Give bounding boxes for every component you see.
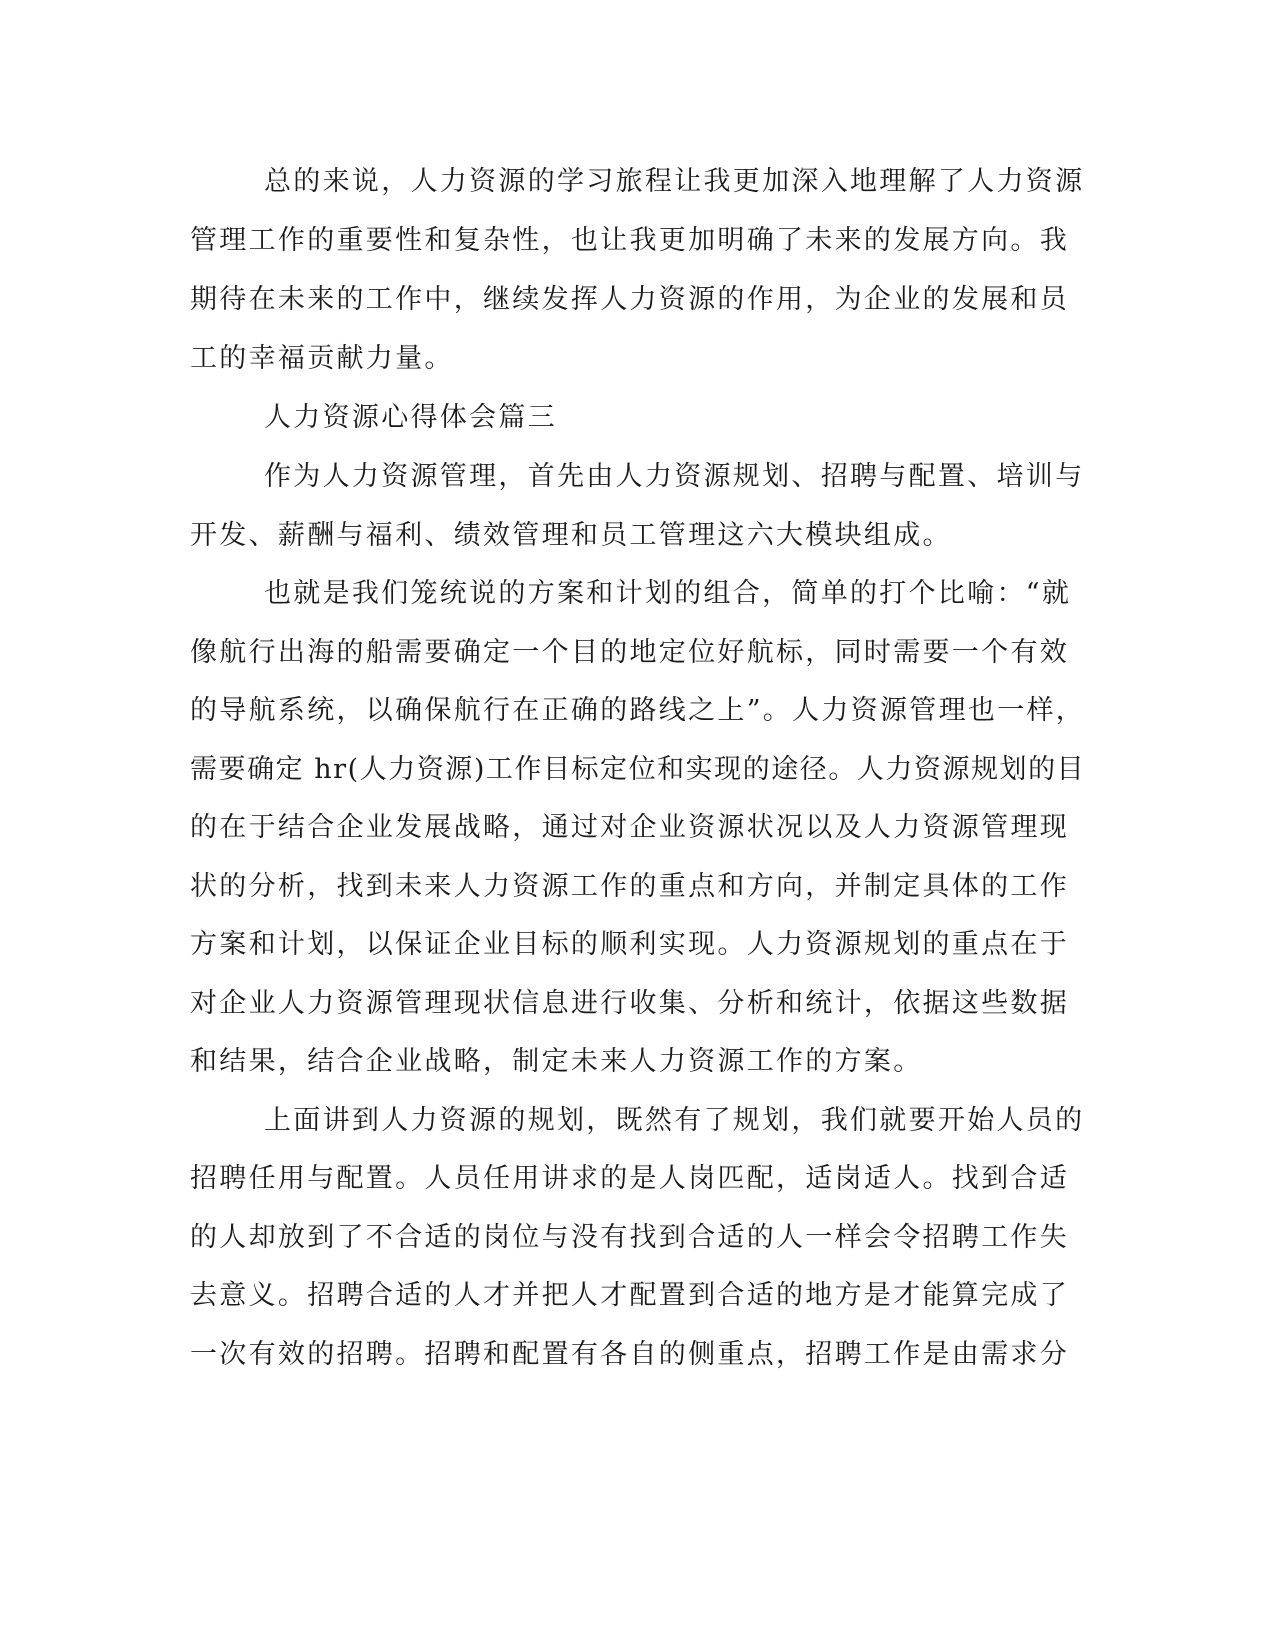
text-line: 工的幸福贡献力量。 — [190, 343, 454, 374]
text-line: 和结果，结合企业战略，制定未来人力资源工作的方案。 — [190, 1046, 923, 1077]
text-line: 像航行出海的船需要确定一个目的地定位好航标，同时需要一个有效 — [190, 637, 1069, 668]
text-line: 作为人力资源管理，首先由人力资源规划、招聘与配置、培训与 — [264, 461, 1085, 492]
text-line: 状的分析，找到未来人力资源工作的重点和方向，并制定具体的工作 — [190, 871, 1069, 902]
text-line: 一次有效的招聘。招聘和配置有各自的侧重点，招聘工作是由需求分 — [190, 1339, 1069, 1370]
text-line: 的导航系统，以确保航行在正确的路线之上”。人力资源管理也一样， — [190, 695, 1086, 726]
text-line: 需要确定 hr(人力资源)工作目标定位和实现的途径。人力资源规划的目 — [190, 754, 1086, 785]
text-line: 方案和计划，以保证企业目标的顺利实现。人力资源规划的重点在于 — [190, 929, 1069, 960]
text-line: 招聘任用与配置。人员任用讲求的是人岗匹配，适岗适人。找到合适 — [190, 1163, 1069, 1194]
text-line: 的在于结合企业发展战略，通过对企业资源状况以及人力资源管理现 — [190, 812, 1069, 843]
text-line: 管理工作的重要性和复杂性，也让我更加明确了未来的发展方向。我 — [190, 225, 1069, 256]
section-heading: 人力资源心得体会篇三 — [264, 402, 557, 433]
text-line: 对企业人力资源管理现状信息进行收集、分析和统计，依据这些数据 — [190, 988, 1069, 1019]
text-line: 的人却放到了不合适的岗位与没有找到合适的人一样会令招聘工作失 — [190, 1222, 1069, 1253]
text-line: 去意义。招聘合适的人才并把人才配置到合适的地方是才能算完成了 — [190, 1280, 1069, 1311]
text-line: 总的来说，人力资源的学习旅程让我更加深入地理解了人力资源 — [264, 166, 1085, 197]
text-line: 上面讲到人力资源的规划，既然有了规划，我们就要开始人员的 — [264, 1105, 1085, 1136]
text-line: 开发、薪酬与福利、绩效管理和员工管理这六大模块组成。 — [190, 520, 952, 551]
text-line: 期待在未来的工作中，继续发挥人力资源的作用，为企业的发展和员 — [190, 284, 1069, 315]
text-line: 也就是我们笼统说的方案和计划的组合，简单的打个比喻：“就 — [264, 578, 1072, 609]
